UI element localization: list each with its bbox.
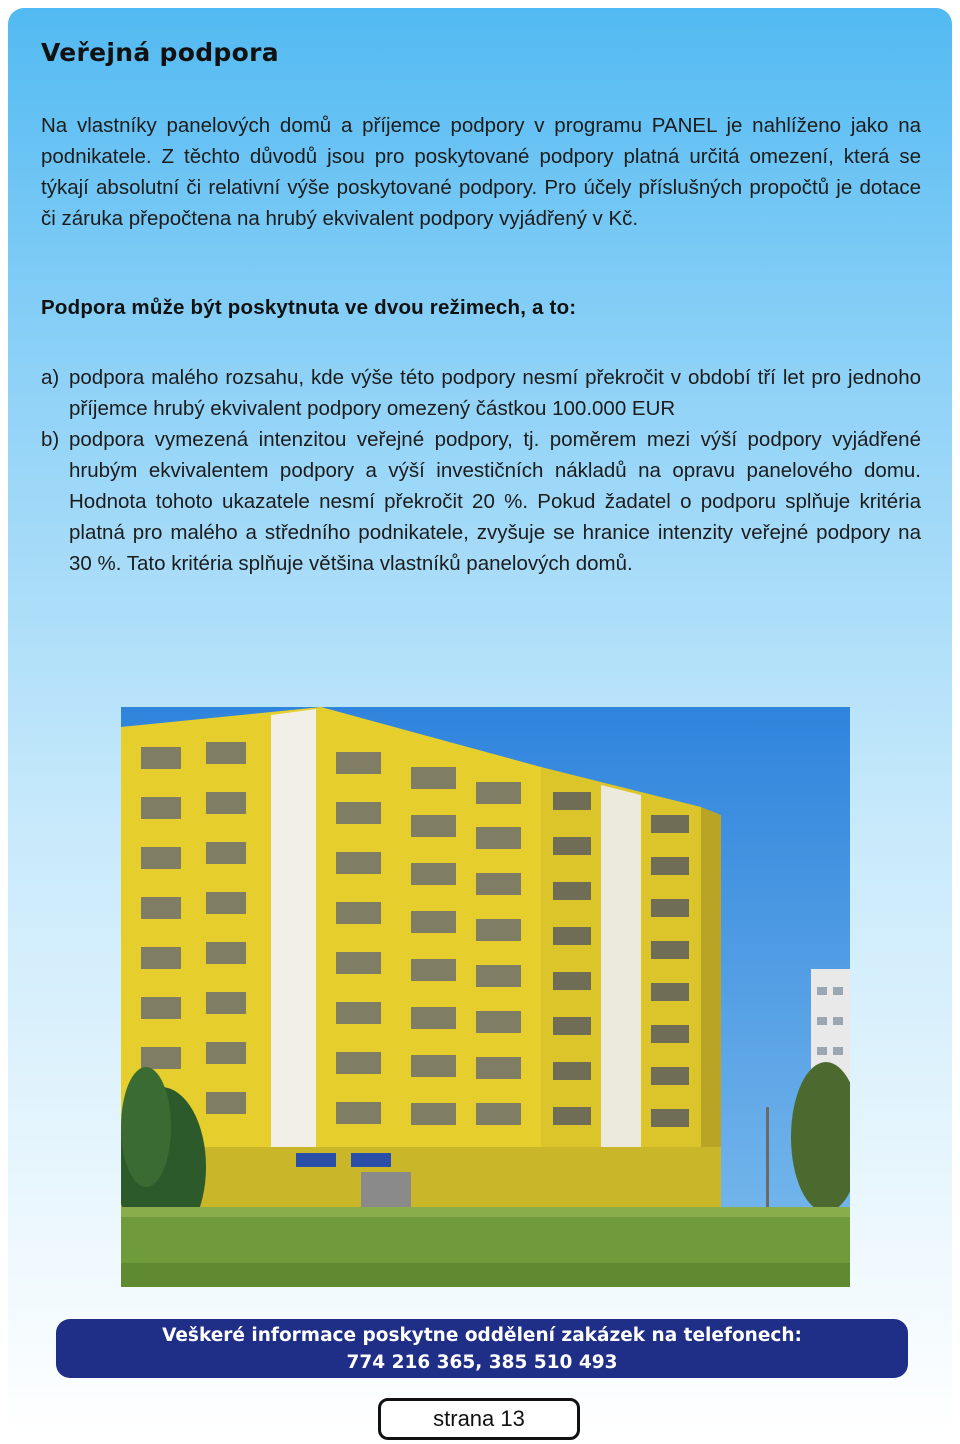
contact-info-bar <box>56 1319 908 1378</box>
regimes-subheading: Podpora může být poskytnuta ve dvou režimech, a to: <box>41 296 577 319</box>
list-item <box>41 362 921 424</box>
list-item-text: podpora vymezená intenzitou veřejné podpory, tj. poměrem mezi výší podpory vyjádřené hrubým ekvivalentem podpory a výší investičních nákladů na opravu panelového domu. Hodnota tohoto ukazatele nesmí překročit 20 %. Pokud žadatel o podporu splňuje kritéria platná pro malého a středního podnikatele, zvyšuje se hranice intenzity veřejné podpory na 30 %. Tato kritéria splňuje většina vlastníků panelových domů. <box>69 428 921 575</box>
regimes-list <box>41 362 921 579</box>
page-number-box: strana 13 <box>378 1398 580 1440</box>
list-item <box>41 424 921 579</box>
list-item-text: podpora malého rozsahu, kde výše této podpory nesmí překročit v období tří let pro jednoho příjemce hrubý ekvivalent podpory omezený částkou 100.000 EUR <box>69 366 921 420</box>
intro-paragraph: Na vlastníky panelových domů a příjemce podpory v programu PANEL je nahlíženo jako na podnikatele. Z těchto důvodů jsou pro poskytované podpory platná určitá omezení, která se týkají absolutní či relativní výše poskytované podpory. Pro účely příslušných propočtů je dotace či záruka přepočtena na hrubý ekvivalent podpory vyjádřený v Kč. <box>41 114 921 230</box>
contact-phone-numbers: 774 216 365, 385 510 493 <box>346 1352 618 1373</box>
page-title: Veřejná podpora <box>41 38 279 67</box>
list-marker: a) <box>41 366 60 389</box>
building-photo <box>121 707 850 1287</box>
list-marker: b) <box>41 428 60 451</box>
contact-info-line: Veškeré informace poskytne oddělení zakázek na telefonech: <box>162 1325 802 1346</box>
